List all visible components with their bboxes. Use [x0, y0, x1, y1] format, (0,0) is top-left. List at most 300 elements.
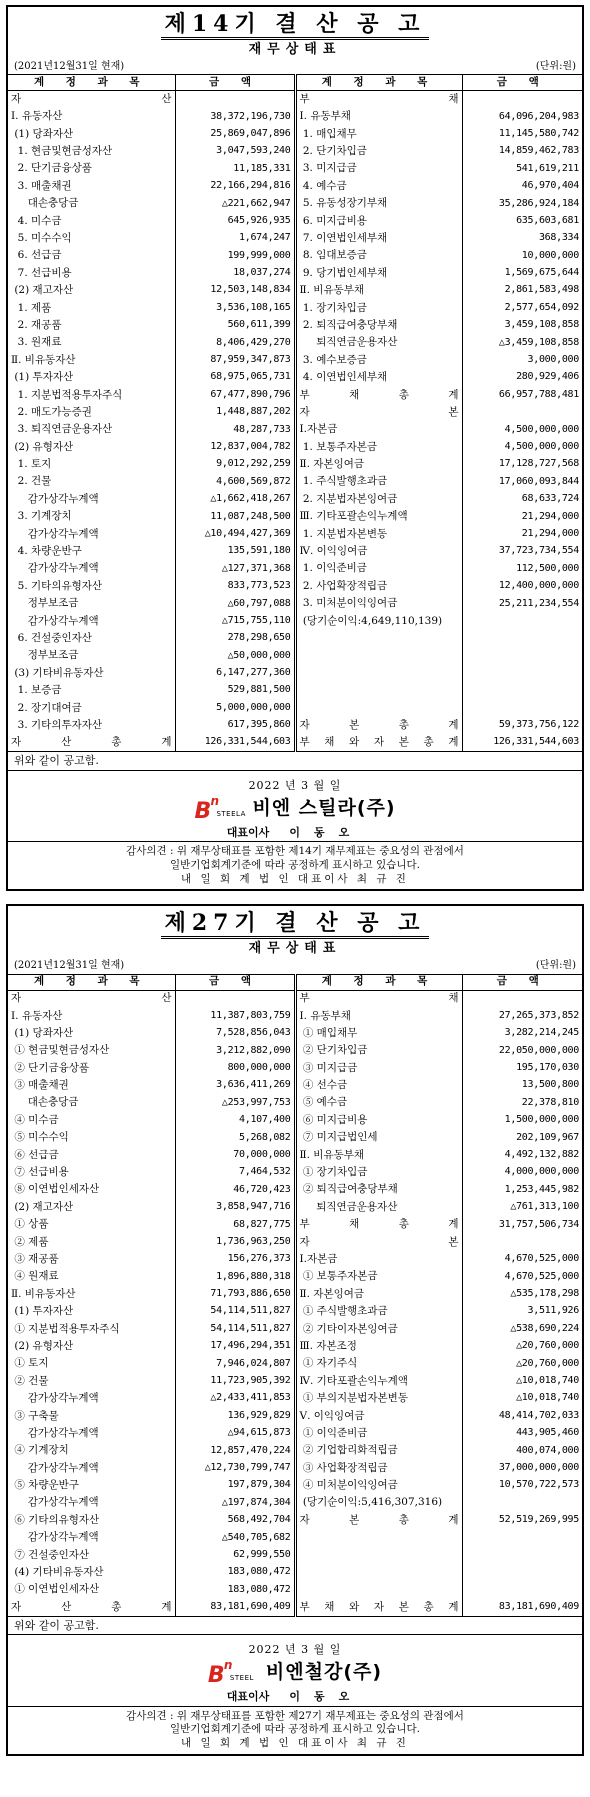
amount-cell: △540,705,682 — [175, 1529, 295, 1546]
header-account: 계 정 과 목 — [295, 974, 462, 990]
table-row — [8, 1355, 582, 1372]
amount-cell: 68,633,724 — [521, 493, 579, 505]
amount-cell — [462, 404, 582, 421]
table-row — [8, 1373, 582, 1390]
amount-cell: 3,000,000 — [527, 354, 579, 366]
account-cell: Ⅰ.자본금 — [295, 421, 462, 438]
amount-cell: 560,611,399 — [175, 317, 295, 334]
table-row — [8, 160, 582, 177]
amount-cell: △197,874,304 — [175, 1494, 295, 1511]
table-row — [8, 1529, 582, 1546]
account-cell: 3. 퇴직연금운용자산 — [8, 421, 175, 438]
table-row — [8, 1547, 582, 1564]
amount-cell: 11,145,580,742 — [498, 127, 579, 139]
amount-cell — [462, 1564, 582, 1581]
amount-cell: 136,929,829 — [175, 1407, 295, 1424]
account-cell: 6. 건설중인자산 — [8, 630, 175, 647]
table-row — [8, 1338, 582, 1355]
account-cell: Ⅱ. 비유동자산 — [8, 1286, 175, 1303]
table-row — [8, 491, 582, 508]
table-row — [8, 717, 582, 734]
company-logo — [8, 793, 582, 824]
amount-cell: △3,459,108,858 — [498, 336, 579, 348]
account-cell: ④ 미처분이익잉여금 — [295, 1477, 462, 1494]
header-account: 계 정 과 목 — [295, 75, 462, 91]
account-cell: ① 토지 — [8, 1355, 175, 1372]
amount-cell: 4,670,525,000 — [504, 1253, 579, 1265]
account-cell: 4. 이연법인세부채 — [295, 369, 462, 386]
account-cell: (당기순이익:5,416,307,316) — [295, 1494, 462, 1511]
amount-cell: 833,773,523 — [175, 578, 295, 595]
account-cell: (1) 투자자산 — [8, 1303, 175, 1320]
account-cell: ② 퇴직급여충당부채 — [295, 1181, 462, 1198]
account-cell: 부 채 — [295, 990, 462, 1007]
account-cell: 2. 단기차입금 — [295, 143, 462, 160]
account-cell: Ⅲ. 기타포괄손익누계액 — [295, 508, 462, 525]
account-cell: ① 부의지분법자본변동 — [295, 1390, 462, 1407]
amount-cell: 31,757,506,734 — [498, 1218, 579, 1230]
amount-cell: 2,861,583,498 — [504, 284, 579, 296]
audit-opinion: 감사의견 : 위 재무상태표를 포함한 제27기 재무제표는 중요성의 관점에서 일반기업회계기준에 따라 공정하게 표시하고 있습니다. 내 일 회 계 법 인 대표이사 최 규 진 — [8, 1706, 582, 1754]
account-cell: 9. 당기법인세부채 — [295, 265, 462, 282]
header-amount: 금 액 — [175, 75, 295, 91]
amount-cell: 22,378,810 — [521, 1096, 579, 1108]
table-row — [8, 352, 582, 369]
amount-cell: 67,477,890,796 — [175, 386, 295, 403]
account-cell: 자 산 — [8, 990, 175, 1007]
account-cell: (2) 유형자산 — [8, 1338, 175, 1355]
account-cell: 1. 지분법자본변동 — [295, 526, 462, 543]
amount-cell: 126,331,544,603 — [175, 734, 295, 751]
account-cell: 대손충당금 — [8, 1094, 175, 1111]
amount-cell: 83,181,690,409 — [498, 1600, 579, 1612]
account-cell: 6. 선급금 — [8, 247, 175, 264]
account-cell: 감가상각누계액 — [8, 1460, 175, 1477]
table-row — [8, 578, 582, 595]
amount-cell — [462, 1547, 582, 1564]
closing-statement: 위와 같이 공고함. — [8, 752, 582, 771]
table-row — [8, 1286, 582, 1303]
table-row — [8, 282, 582, 299]
account-cell: Ⅱ. 비유동부채 — [295, 282, 462, 299]
account-cell: (2) 유형자산 — [8, 439, 175, 456]
announce-date: 2022 년 3 월 일 — [248, 778, 342, 792]
header-account: 계 정 과 목 — [8, 974, 175, 990]
table-row — [8, 439, 582, 456]
account-cell: ② 건물 — [8, 1373, 175, 1390]
account-cell: ① 보통주자본금 — [295, 1268, 462, 1285]
amount-cell: 183,080,472 — [175, 1564, 295, 1581]
table-row — [8, 386, 582, 403]
amount-cell: 1,896,880,318 — [175, 1268, 295, 1285]
amount-cell: 54,114,511,827 — [175, 1320, 295, 1337]
account-cell: ① 상품 — [8, 1216, 175, 1233]
account-cell: ③ 매출채권 — [8, 1077, 175, 1094]
account-cell: 자 본 — [295, 1233, 462, 1250]
amount-cell: 1,253,445,982 — [504, 1183, 579, 1195]
table-row — [8, 1216, 582, 1233]
amount-cell: 17,128,727,568 — [498, 458, 579, 470]
amount-cell: 3,047,593,240 — [175, 143, 295, 160]
table-row — [8, 612, 582, 629]
amount-cell: 278,298,650 — [175, 630, 295, 647]
amount-cell: 197,879,304 — [175, 1477, 295, 1494]
amount-cell — [462, 1233, 582, 1250]
amount-cell: 3,858,947,716 — [175, 1199, 295, 1216]
table-row — [8, 665, 582, 682]
amount-cell: 54,114,511,827 — [175, 1303, 295, 1320]
account-cell: 감가상각누계액 — [8, 612, 175, 629]
account-cell: 감가상각누계액 — [8, 1425, 175, 1442]
table-row — [8, 1181, 582, 1198]
account-cell: ③ 사업확장적립금 — [295, 1460, 462, 1477]
amount-cell — [462, 682, 582, 699]
amount-cell: 11,387,803,759 — [175, 1007, 295, 1024]
amount-cell: 2,577,654,092 — [504, 301, 579, 313]
account-cell: ② 기업합리화적립금 — [295, 1442, 462, 1459]
notice-title: 제27기 결 산 공 고 — [8, 910, 582, 938]
amount-cell: 3,511,926 — [527, 1305, 579, 1317]
balance-sheet-table — [8, 974, 582, 1617]
account-cell: ⑤ 예수금 — [295, 1094, 462, 1111]
account-cell: 6. 미지급비용 — [295, 212, 462, 229]
amount-cell: 46,970,404 — [521, 180, 579, 192]
account-cell: 7. 선급비용 — [8, 265, 175, 282]
table-row — [8, 1060, 582, 1077]
table-row — [8, 456, 582, 473]
table-row — [8, 1112, 582, 1129]
account-cell: 5. 미수수익 — [8, 230, 175, 247]
table-row — [8, 990, 582, 1007]
table-row — [8, 1164, 582, 1181]
table-row — [8, 682, 582, 699]
amount-cell — [462, 1529, 582, 1546]
amount-cell: △10,494,427,369 — [175, 526, 295, 543]
account-cell: ① 주식발행초과금 — [295, 1303, 462, 1320]
account-cell: 2. 재공품 — [8, 317, 175, 334]
account-cell: 4. 차량운반구 — [8, 543, 175, 560]
account-cell: 5. 유동성장기부채 — [295, 195, 462, 212]
account-cell: 1. 매입채무 — [295, 126, 462, 143]
account-cell: Ⅱ. 자본잉여금 — [295, 456, 462, 473]
account-cell: (2) 재고자산 — [8, 1199, 175, 1216]
amount-cell: 12,503,148,834 — [175, 282, 295, 299]
amount-cell: 64,096,204,983 — [498, 110, 579, 122]
table-row — [8, 1129, 582, 1146]
account-cell: 1. 토지 — [8, 456, 175, 473]
amount-cell: △538,690,224 — [510, 1322, 579, 1334]
amount-cell: 52,519,269,995 — [498, 1514, 579, 1526]
amount-cell: 4,492,132,882 — [504, 1148, 579, 1160]
account-cell: 8. 임대보증금 — [295, 247, 462, 264]
ceo-line: 대표이사 이동오 — [226, 825, 364, 839]
account-cell: Ⅱ. 자본잉여금 — [295, 1286, 462, 1303]
amount-cell: △253,997,753 — [175, 1094, 295, 1111]
amount-cell: 68,827,775 — [175, 1216, 295, 1233]
account-cell: 자 본 총 계 — [295, 1512, 462, 1529]
amount-cell: 70,000,000 — [175, 1147, 295, 1164]
account-cell: 자 본 총 계 — [295, 717, 462, 734]
table-row — [8, 1077, 582, 1094]
amount-cell: △2,433,411,853 — [175, 1390, 295, 1407]
amount-cell: 7,946,024,807 — [175, 1355, 295, 1372]
table-row — [8, 1233, 582, 1250]
amount-cell: 21,294,000 — [521, 527, 579, 539]
account-cell: 감가상각누계액 — [8, 526, 175, 543]
table-row — [8, 108, 582, 125]
account-cell: 3. 매출채권 — [8, 178, 175, 195]
account-cell: 감가상각누계액 — [8, 1390, 175, 1407]
account-cell: 부 채 총 계 — [295, 1216, 462, 1233]
account-cell: 감가상각누계액 — [8, 560, 175, 577]
amount-cell — [175, 91, 295, 108]
account-cell: 4. 예수금 — [295, 178, 462, 195]
table-row — [8, 1007, 582, 1024]
table-row — [8, 299, 582, 316]
audit-opinion: 감사의견 : 위 재무상태표를 포함한 제14기 재무제표는 중요성의 관점에서 일반기업회계기준에 따라 공정하게 표시하고 있습니다. 내 일 회 계 법 인 대표이사 최 규 진 — [8, 841, 582, 889]
amount-cell: 7,528,856,043 — [175, 1025, 295, 1042]
amount-cell: 8,406,429,270 — [175, 334, 295, 351]
amount-cell: △127,371,368 — [175, 560, 295, 577]
account-cell: 1. 이익준비금 — [295, 560, 462, 577]
amount-cell: △221,662,947 — [175, 195, 295, 212]
notice-1 — [6, 5, 584, 891]
table-row — [8, 1460, 582, 1477]
account-cell: Ⅰ. 유동자산 — [8, 1007, 175, 1024]
amount-cell: 529,881,500 — [175, 682, 295, 699]
account-cell: 1. 보증금 — [8, 682, 175, 699]
account-cell: Ⅰ. 유동자산 — [8, 108, 175, 125]
account-cell: ④ 기계장치 — [8, 1442, 175, 1459]
header-amount: 금 액 — [462, 75, 582, 91]
amount-cell: 83,181,690,409 — [175, 1599, 295, 1616]
table-row — [8, 630, 582, 647]
amount-cell: 126,331,544,603 — [493, 736, 579, 748]
account-cell: 2. 건물 — [8, 473, 175, 490]
account-cell — [295, 1581, 462, 1598]
amount-cell: 12,400,000,000 — [498, 580, 579, 592]
account-cell: 정부보조금 — [8, 647, 175, 664]
amount-cell: 617,395,860 — [175, 717, 295, 734]
amount-cell: 17,496,294,351 — [175, 1338, 295, 1355]
amount-cell: 48,287,733 — [175, 421, 295, 438]
table-row — [8, 1251, 582, 1268]
account-cell: ⑦ 선급비용 — [8, 1164, 175, 1181]
account-cell: 감가상각누계액 — [8, 1529, 175, 1546]
table-row — [8, 178, 582, 195]
date-note: (2021년12월31일 현재) — [14, 60, 125, 72]
account-cell: ② 제품 — [8, 1233, 175, 1250]
notice-2 — [6, 904, 584, 1755]
company-logo — [8, 1658, 582, 1689]
account-cell: 대손충당금 — [8, 195, 175, 212]
amount-cell: 4,500,000,000 — [504, 441, 579, 452]
amount-cell: 4,107,400 — [175, 1112, 295, 1129]
account-cell: 정부보조금 — [8, 595, 175, 612]
amount-cell: 7,464,532 — [175, 1164, 295, 1181]
amount-cell: 199,999,000 — [175, 247, 295, 264]
amount-cell: 4,500,000,000 — [504, 423, 579, 435]
table-row — [8, 473, 582, 490]
account-cell — [295, 665, 462, 682]
bn-logo-icon: B n STEELA — [194, 793, 246, 824]
account-cell: Ⅰ. 유동부채 — [295, 1007, 462, 1024]
amount-cell: 21,294,000 — [521, 510, 579, 522]
table-row — [8, 526, 582, 543]
amount-cell: 800,000,000 — [175, 1060, 295, 1077]
account-cell: Ⅳ. 기타포괄손익누계액 — [295, 1373, 462, 1390]
amount-cell: 46,720,423 — [175, 1181, 295, 1198]
amount-cell: 71,793,886,650 — [175, 1286, 295, 1303]
amount-cell — [462, 665, 582, 682]
company-name: 비엔 스틸라(주) — [252, 796, 396, 819]
account-cell: 3. 미처분이익잉여금 — [295, 595, 462, 612]
table-row — [8, 265, 582, 282]
amount-cell: 156,276,373 — [175, 1251, 295, 1268]
amount-cell: △1,662,418,267 — [175, 491, 295, 508]
account-cell: 3. 미지급금 — [295, 160, 462, 177]
amount-cell — [462, 647, 582, 664]
table-row — [8, 369, 582, 386]
table-row — [8, 212, 582, 229]
amount-cell: 635,603,681 — [516, 214, 579, 226]
amount-cell: 10,570,722,573 — [498, 1479, 579, 1491]
account-cell: (1) 당좌자산 — [8, 1025, 175, 1042]
amount-cell: 280,929,406 — [516, 371, 579, 383]
amount-cell: 11,723,905,392 — [175, 1373, 295, 1390]
account-cell — [295, 647, 462, 664]
account-cell: ⑥ 선급금 — [8, 1147, 175, 1164]
account-cell: ④ 미수금 — [8, 1112, 175, 1129]
amount-cell — [462, 1494, 582, 1511]
amount-cell: △94,615,873 — [175, 1425, 295, 1442]
account-cell: ① 장기차입금 — [295, 1164, 462, 1181]
account-cell: 감가상각누계액 — [8, 1494, 175, 1511]
amount-cell: 35,286,924,184 — [498, 197, 579, 209]
account-cell: Ⅰ. 유동부채 — [295, 108, 462, 125]
amount-cell: 62,999,550 — [175, 1547, 295, 1564]
amount-cell: 9,012,292,259 — [175, 456, 295, 473]
account-cell: ⑧ 이연법인세자산 — [8, 1181, 175, 1198]
table-row — [8, 421, 582, 438]
amount-cell: 37,000,000,000 — [498, 1462, 579, 1473]
amount-cell: 11,087,248,500 — [175, 508, 295, 525]
table-row — [8, 1442, 582, 1459]
account-cell: 2. 사업확장적립금 — [295, 578, 462, 595]
account-cell: 퇴직연금운용자산 — [295, 334, 462, 351]
account-cell: (4) 기타비유동자산 — [8, 1564, 175, 1581]
table-row — [8, 1147, 582, 1164]
account-cell: ③ 구축물 — [8, 1407, 175, 1424]
table-row — [8, 647, 582, 664]
table-row — [8, 1512, 582, 1529]
amount-cell: △535,178,298 — [510, 1288, 579, 1300]
account-cell — [295, 1529, 462, 1546]
account-cell: ② 단기차입금 — [295, 1042, 462, 1059]
account-cell: ③ 미지급금 — [295, 1060, 462, 1077]
amount-cell: 13,500,800 — [521, 1079, 579, 1091]
account-cell: Ⅱ. 비유동부채 — [295, 1147, 462, 1164]
amount-cell — [462, 990, 582, 1007]
closing-statement: 위와 같이 공고함. — [8, 1617, 582, 1636]
amount-cell: △715,755,110 — [175, 612, 295, 629]
balance-sheet-table — [8, 74, 582, 752]
account-cell: ⑥ 기타의유형자산 — [8, 1512, 175, 1529]
account-cell — [295, 1547, 462, 1564]
account-cell: (1) 당좌자산 — [8, 126, 175, 143]
amount-cell: △761,313,100 — [510, 1201, 579, 1213]
amount-cell: 38,372,196,730 — [175, 108, 295, 125]
table-row — [8, 595, 582, 612]
table-row — [8, 1425, 582, 1442]
account-cell: ⑥ 미지급비용 — [295, 1112, 462, 1129]
notice-title: 제14기 결 산 공 고 — [8, 11, 582, 39]
unit-note: (단위:원) — [535, 960, 576, 972]
header-amount: 금 액 — [175, 974, 295, 990]
amount-cell: 1,736,963,250 — [175, 1233, 295, 1250]
table-row — [8, 317, 582, 334]
account-cell: (2) 재고자산 — [8, 282, 175, 299]
amount-cell: 368,334 — [538, 232, 579, 244]
account-cell: (3) 기타비유동자산 — [8, 665, 175, 682]
amount-cell: 568,492,704 — [175, 1512, 295, 1529]
amount-cell: 3,536,108,165 — [175, 299, 295, 316]
amount-cell: 22,050,000,000 — [498, 1044, 579, 1056]
header-account: 계 정 과 목 — [8, 75, 175, 91]
company-name: 비엔철강(주) — [265, 1661, 383, 1684]
account-cell: 5. 기타의유형자산 — [8, 578, 175, 595]
account-cell: ② 단기금융상품 — [8, 1060, 175, 1077]
table-row — [8, 1199, 582, 1216]
amount-cell — [462, 612, 582, 629]
account-cell: (1) 투자자산 — [8, 369, 175, 386]
amount-cell: 645,926,935 — [175, 212, 295, 229]
account-cell: ⑦ 건설중인자산 — [8, 1547, 175, 1564]
account-cell: 2. 지분법자본잉여금 — [295, 491, 462, 508]
amount-cell: 6,147,277,360 — [175, 665, 295, 682]
amount-cell: 195,170,030 — [516, 1062, 579, 1074]
amount-cell: 1,448,887,202 — [175, 404, 295, 421]
amount-cell: 59,373,756,122 — [498, 719, 579, 731]
account-cell: 부 채 — [295, 91, 462, 108]
amount-cell: 17,060,093,844 — [498, 475, 579, 487]
account-cell: 부 채 와 자 본 총 계 — [295, 734, 462, 751]
account-cell: 3. 기계장치 — [8, 508, 175, 525]
table-row — [8, 230, 582, 247]
bn-logo-icon: B n STEEL — [207, 1658, 254, 1689]
account-cell — [295, 630, 462, 647]
table-row — [8, 334, 582, 351]
account-cell: ① 지분법적용투자주식 — [8, 1320, 175, 1337]
amount-cell: 1,569,675,644 — [504, 267, 579, 279]
account-cell: 2. 매도가능증권 — [8, 404, 175, 421]
table-row — [8, 143, 582, 160]
header-amount: 금 액 — [462, 974, 582, 990]
account-cell: 2. 장기대여금 — [8, 699, 175, 716]
amount-cell — [462, 91, 582, 108]
table-row — [8, 1407, 582, 1424]
amount-cell: 5,000,000,000 — [175, 699, 295, 716]
amount-cell: △20,760,000 — [516, 1340, 579, 1352]
table-row — [8, 404, 582, 421]
statement-title: 재무상태표 — [248, 41, 342, 57]
table-row — [8, 247, 582, 264]
amount-cell: 3,636,411,269 — [175, 1077, 295, 1094]
table-row — [8, 1094, 582, 1111]
amount-cell: 4,670,525,000 — [504, 1270, 579, 1282]
amount-cell: △60,797,088 — [175, 595, 295, 612]
account-cell: ③ 재공품 — [8, 1251, 175, 1268]
